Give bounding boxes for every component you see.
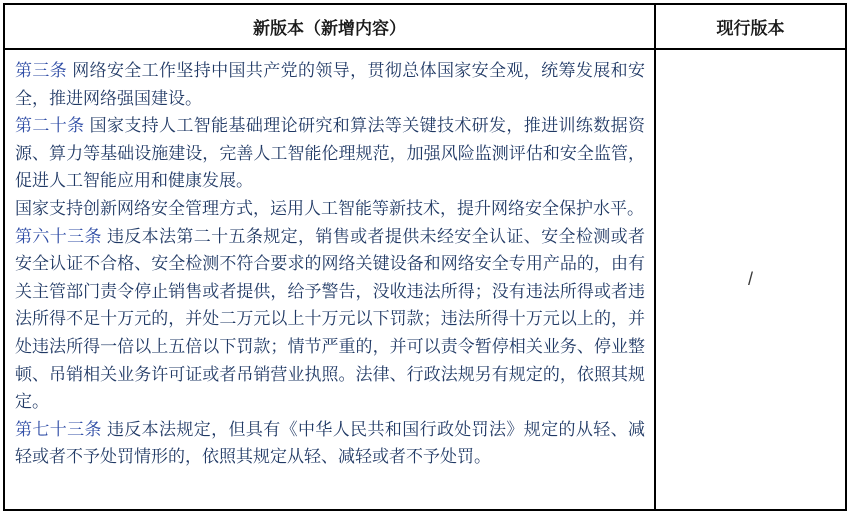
- current-version-placeholder: /: [747, 269, 753, 289]
- article-text: 网络安全工作坚持中国共产党的领导，贯彻总体国家安全观，统筹发展和安全，推进网络强国建设。: [15, 61, 645, 108]
- article-number: 第三条: [15, 61, 73, 80]
- new-version-content-cell: [5, 50, 656, 509]
- table-header-row: [5, 5, 845, 50]
- law-paragraph: [15, 195, 645, 223]
- article-number: 第六十三条: [15, 226, 107, 246]
- article-text: 国家支持创新网络安全管理方式，运用人工智能等新技术，提升网络安全保护水平。: [15, 198, 644, 218]
- law-paragraph: [15, 223, 645, 416]
- law-paragraph: [15, 112, 645, 195]
- article-text: 违反本法第二十五条规定，销售或者提供未经安全认证、安全检测或者安全认证不合格、安全检测不符合要求的网络关键设备和网络安全专用产品的，由有关主管部门责令停止销售或者提供，给予警告，没收违法所得；没有违法所得或者违法所得不足十万元的，并处二万元以上十万元以下罚款；违法所得十万元以上的，并处违法所得一倍以上五倍以下罚款；情节严重的，并可以责令暂停相关业务、停业整顿、吊销相关业务许可证或者吊销营业执照。法律、行政法规另有规定的，依照其规定。: [15, 226, 645, 412]
- article-number: 第七十三条: [15, 419, 107, 439]
- header-cell-current-version: 现行版本: [716, 19, 785, 38]
- table-body-row: [5, 50, 845, 509]
- law-paragraph: [15, 416, 645, 471]
- current-version-cell: [656, 50, 845, 509]
- article-text: 国家支持人工智能基础理论研究和算法等关键技术研发，推进训练数据资源、算力等基础设施建设，完善人工智能伦理规范，加强风险监测评估和安全监管，促进人工智能应用和健康发展。: [15, 116, 645, 191]
- law-paragraph: [15, 57, 645, 112]
- comparison-table: [3, 3, 847, 511]
- header-cell-new-version: 新版本（新增内容）: [5, 5, 656, 48]
- article-text: 违反本法规定，但具有《中华人民共和国行政处罚法》规定的从轻、减轻或者不予处罚情形的，依照其规定从轻、减轻或者不予处罚。: [15, 419, 645, 467]
- article-number: 第二十条: [15, 116, 90, 136]
